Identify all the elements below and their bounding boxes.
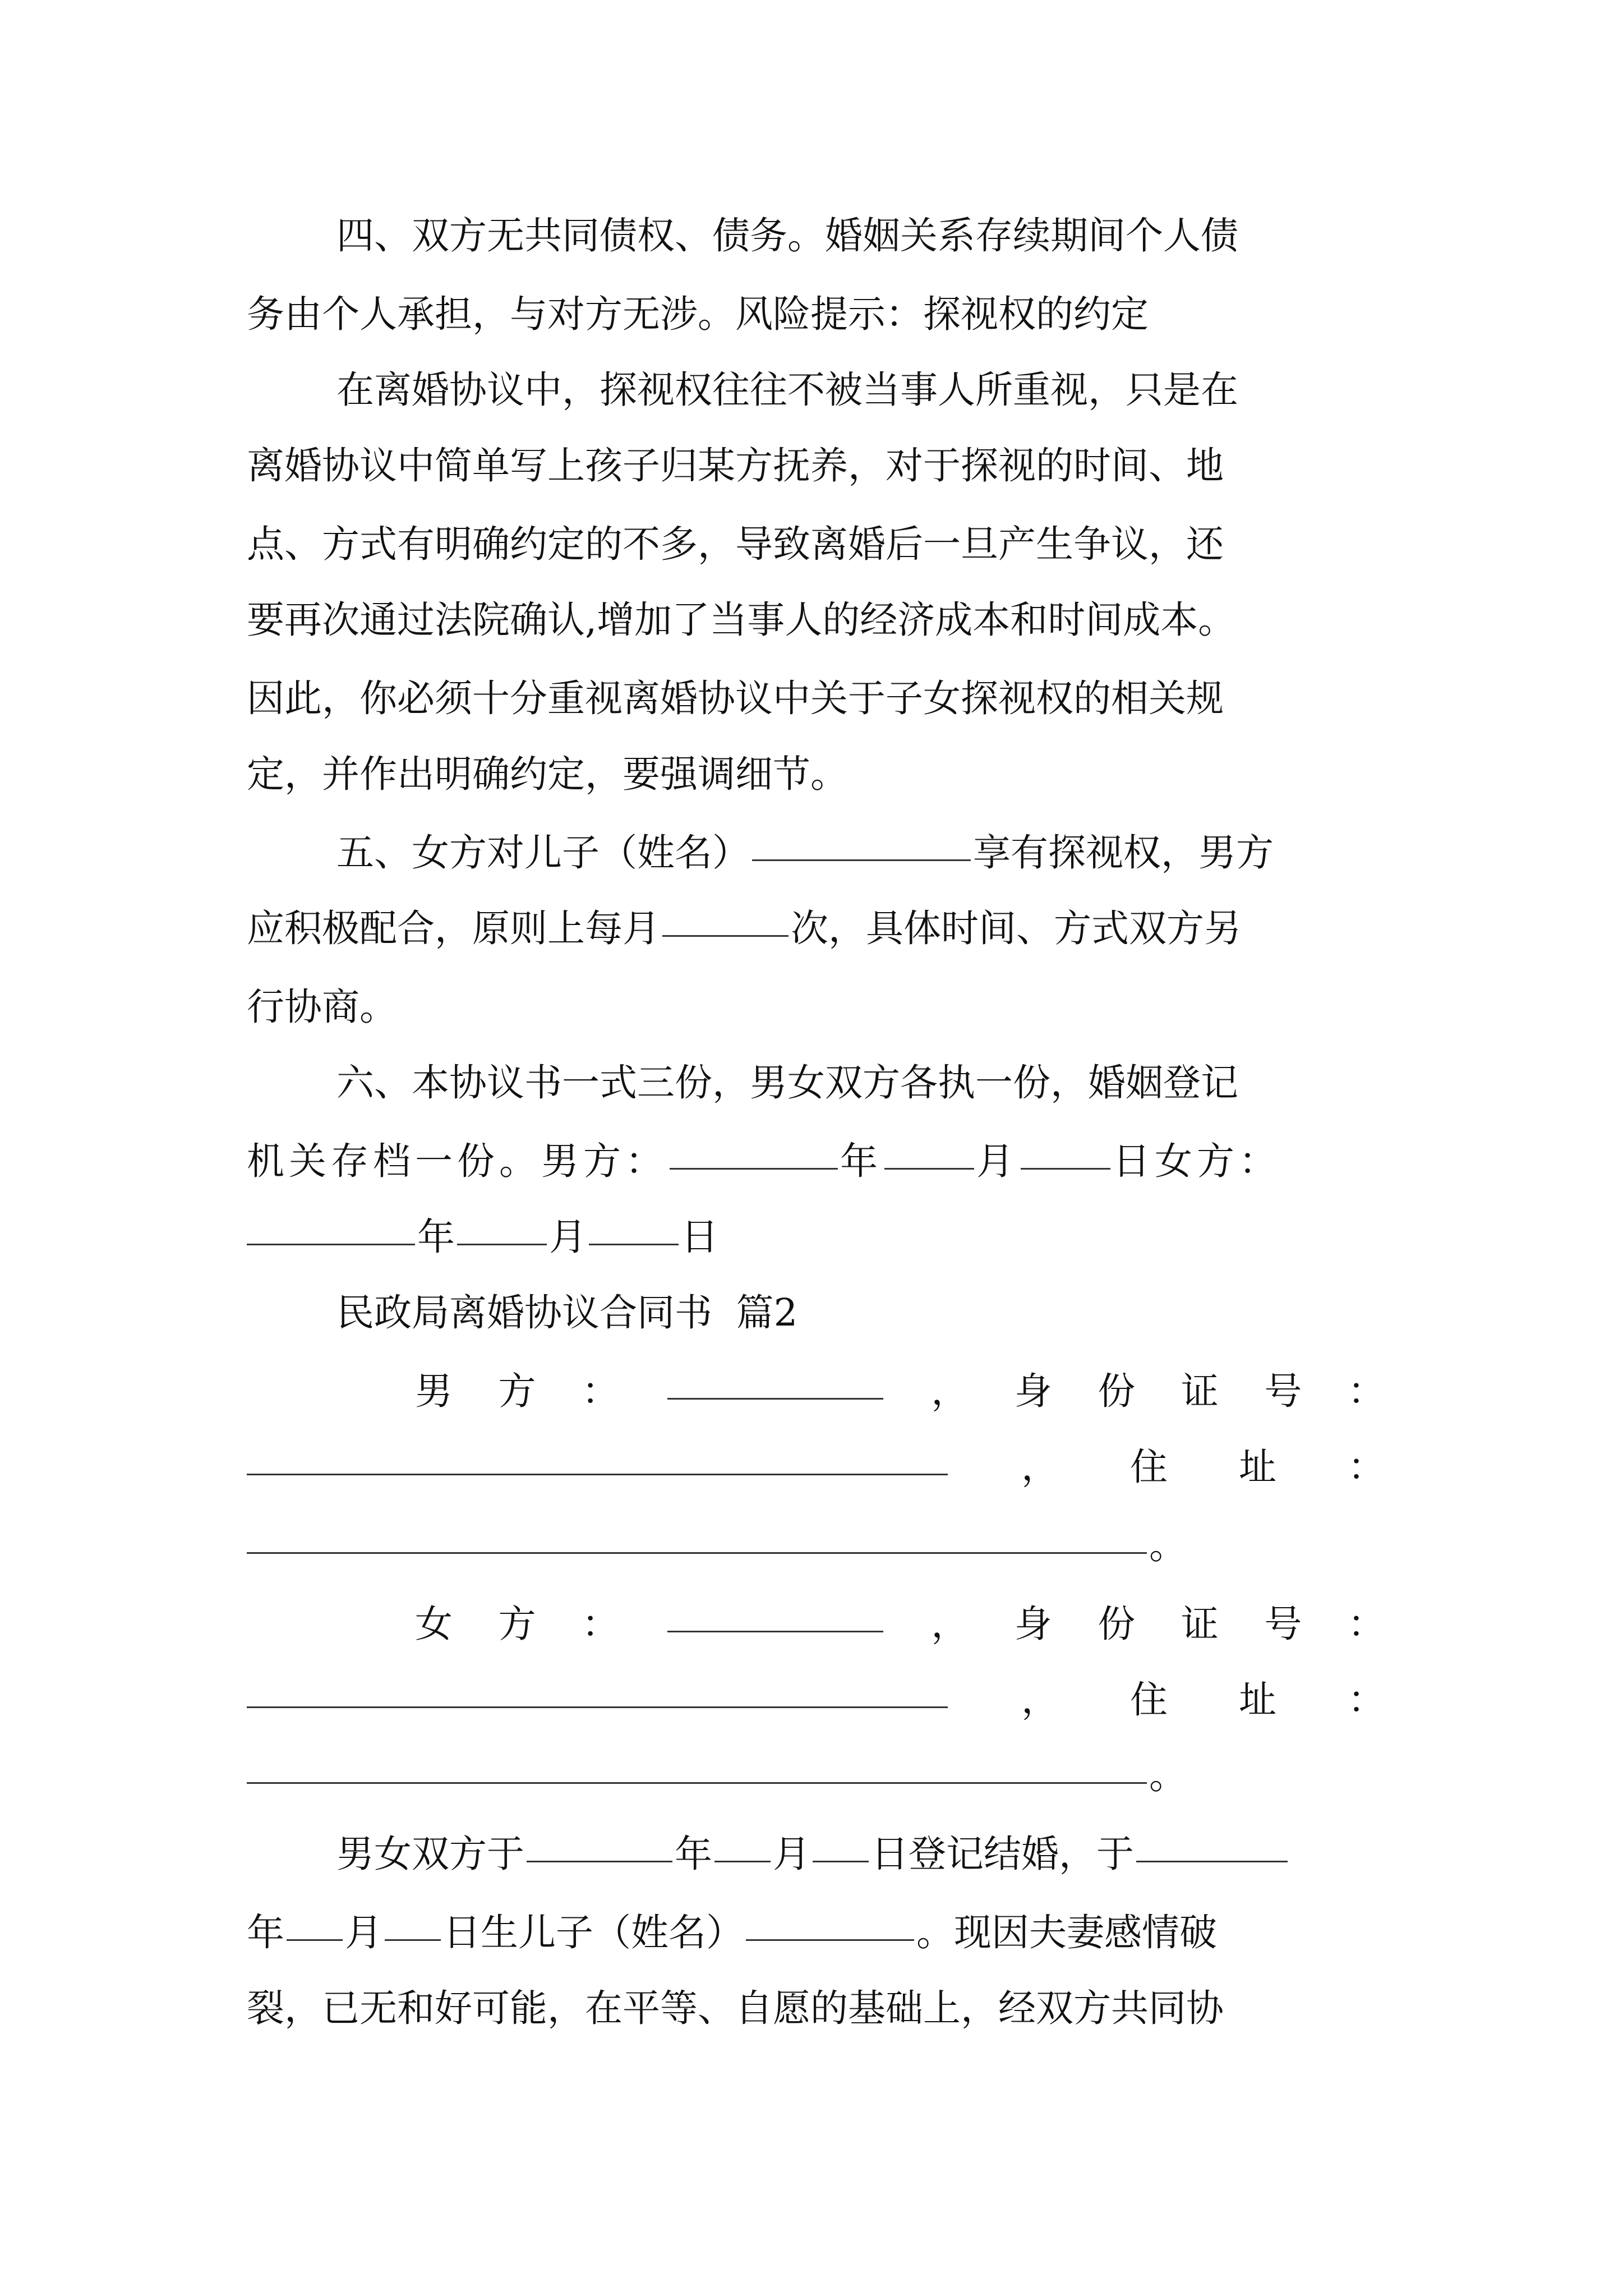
text: 机关存档一份。男方： <box>247 1139 667 1183</box>
text: ： <box>1348 1678 1385 1722</box>
text: ： <box>582 1369 620 1413</box>
text: 男 <box>415 1369 453 1413</box>
text-line-risk-6 <box>247 743 1385 805</box>
text: 方 <box>498 1602 536 1646</box>
female-id-line <box>247 1669 1385 1731</box>
copies-line-1 <box>247 1052 1385 1114</box>
female-id-number-blank[interactable] <box>247 1706 948 1708</box>
text: ： <box>582 1602 620 1646</box>
male-party-line <box>247 1360 1385 1422</box>
text-line-risk-2 <box>247 435 1385 496</box>
text: 六、本协议书一式三份，男女双方各执一份，婚姻登记 <box>336 1061 1238 1105</box>
female-signature-year-blank[interactable] <box>247 1244 415 1245</box>
text: 份 <box>1098 1602 1136 1646</box>
female-party-line <box>247 1593 1385 1655</box>
text: 方 <box>498 1369 536 1413</box>
text: 住 <box>1130 1445 1168 1489</box>
text: 享有探视权，男方 <box>973 831 1274 875</box>
text: 民政局离婚协议合同书 篇2 <box>336 1291 798 1335</box>
text: 。 <box>1149 1524 1187 1567</box>
text: 男女双方于 <box>336 1832 524 1876</box>
text: 日登记结婚，于 <box>871 1832 1134 1876</box>
text: 。 <box>1149 1754 1187 1797</box>
text: 应积极配合，原则上每月 <box>247 907 660 950</box>
text: ， <box>1021 1445 1059 1489</box>
text: 离婚协议中简单写上孩子归某方抚养，对于探视的时间、地 <box>247 444 1224 487</box>
male-month-blank[interactable] <box>884 1168 974 1170</box>
text: 日 <box>681 1215 718 1259</box>
text: 年 <box>840 1139 882 1183</box>
signature-line-1 <box>247 1130 1385 1192</box>
text: ： <box>1348 1445 1385 1489</box>
text: 月 <box>345 1911 382 1954</box>
male-address-line <box>247 1515 1385 1576</box>
birth-year-blank[interactable] <box>1136 1861 1288 1862</box>
marriage-day-blank[interactable] <box>813 1861 869 1862</box>
visitation-line-3 <box>247 976 1385 1038</box>
female-name-blank[interactable] <box>667 1631 883 1632</box>
text: 年 <box>247 1911 284 1954</box>
text: 月 <box>549 1215 587 1259</box>
text: 在离婚协议中，探视权往往不被当事人所重视，只是在 <box>336 368 1238 412</box>
marriage-year-blank[interactable] <box>527 1861 672 1862</box>
female-address-line <box>247 1745 1385 1806</box>
text: 身 <box>1014 1369 1052 1413</box>
male-day-blank[interactable] <box>1021 1168 1110 1170</box>
text: 因此，你必须十分重视离婚协议中关于子女探视权的相关规 <box>247 677 1224 720</box>
text-line-risk-1 <box>247 359 1385 421</box>
text: 女 <box>415 1602 453 1646</box>
visitation-line-2 <box>247 898 1385 959</box>
text: ， <box>1021 1678 1059 1722</box>
text: 年 <box>417 1215 455 1259</box>
visits-per-month-blank[interactable] <box>662 935 789 937</box>
male-id-line <box>247 1436 1385 1498</box>
female-month-blank[interactable] <box>457 1244 547 1245</box>
text: ， <box>931 1602 969 1646</box>
male-address-blank[interactable] <box>247 1552 1147 1554</box>
text: 。现因夫妻感情破 <box>916 1911 1217 1954</box>
text: 证 <box>1181 1602 1219 1646</box>
visitation-line-1 <box>247 822 1385 884</box>
marriage-line-3 <box>247 1977 1385 2039</box>
text: 证 <box>1181 1369 1219 1413</box>
text: 务由个人承担，与对方无涉。风险提示：探视权的约定 <box>247 292 1149 336</box>
text: 日生儿子（姓名） <box>443 1911 744 1954</box>
text: 号 <box>1264 1369 1302 1413</box>
birth-day-blank[interactable] <box>385 1939 441 1941</box>
male-signature-year-blank[interactable] <box>670 1168 838 1170</box>
female-address-blank[interactable] <box>247 1782 1147 1784</box>
text: 址 <box>1239 1445 1276 1489</box>
text: 月 <box>773 1832 810 1876</box>
text-line-debts <box>247 205 1385 266</box>
text-line-risk-4 <box>247 589 1385 651</box>
text: 点、方式有明确约定的不多，导致离婚后一旦产生争议，还 <box>247 522 1224 566</box>
male-name-blank[interactable] <box>667 1398 883 1400</box>
text: 址 <box>1239 1678 1276 1722</box>
text: 五、女方对儿子（姓名） <box>336 831 750 875</box>
text-line-debts-cont <box>247 283 1385 345</box>
text: 定，并作出明确约定，要强调细节。 <box>247 752 848 796</box>
signature-line-2 <box>247 1206 1385 1268</box>
text: 四、双方无共同债权、债务。婚姻关系存续期间个人债 <box>336 214 1238 257</box>
female-day-blank[interactable] <box>589 1244 679 1245</box>
text: 裂，已无和好可能，在平等、自愿的基础上，经双方共同协 <box>247 1986 1224 2030</box>
marriage-line-2 <box>247 1902 1385 1963</box>
text: 号 <box>1264 1602 1302 1646</box>
text: ： <box>1347 1369 1385 1413</box>
text: 行协商。 <box>247 985 397 1029</box>
marriage-line-1 <box>247 1823 1385 1885</box>
text: 次，具体时间、方式双方另 <box>791 907 1242 950</box>
child-name-blank[interactable] <box>752 859 971 861</box>
text: 身 <box>1014 1602 1052 1646</box>
text-line-risk-3 <box>247 513 1385 575</box>
son-name-blank[interactable] <box>746 1939 914 1941</box>
text: 份 <box>1098 1369 1136 1413</box>
section-title <box>247 1282 1385 1343</box>
text-line-risk-5 <box>247 668 1385 729</box>
text: ， <box>931 1369 969 1413</box>
text: 住 <box>1130 1678 1168 1722</box>
text: 月 <box>976 1139 1018 1183</box>
birth-month-blank[interactable] <box>287 1939 343 1941</box>
text: 年 <box>675 1832 712 1876</box>
text: ： <box>1347 1602 1385 1646</box>
text: 要再次通过法院确认,增加了当事人的经济成本和时间成本。 <box>247 598 1236 642</box>
male-id-number-blank[interactable] <box>247 1474 948 1475</box>
text: 日女方： <box>1113 1139 1281 1183</box>
marriage-month-blank[interactable] <box>714 1861 771 1862</box>
